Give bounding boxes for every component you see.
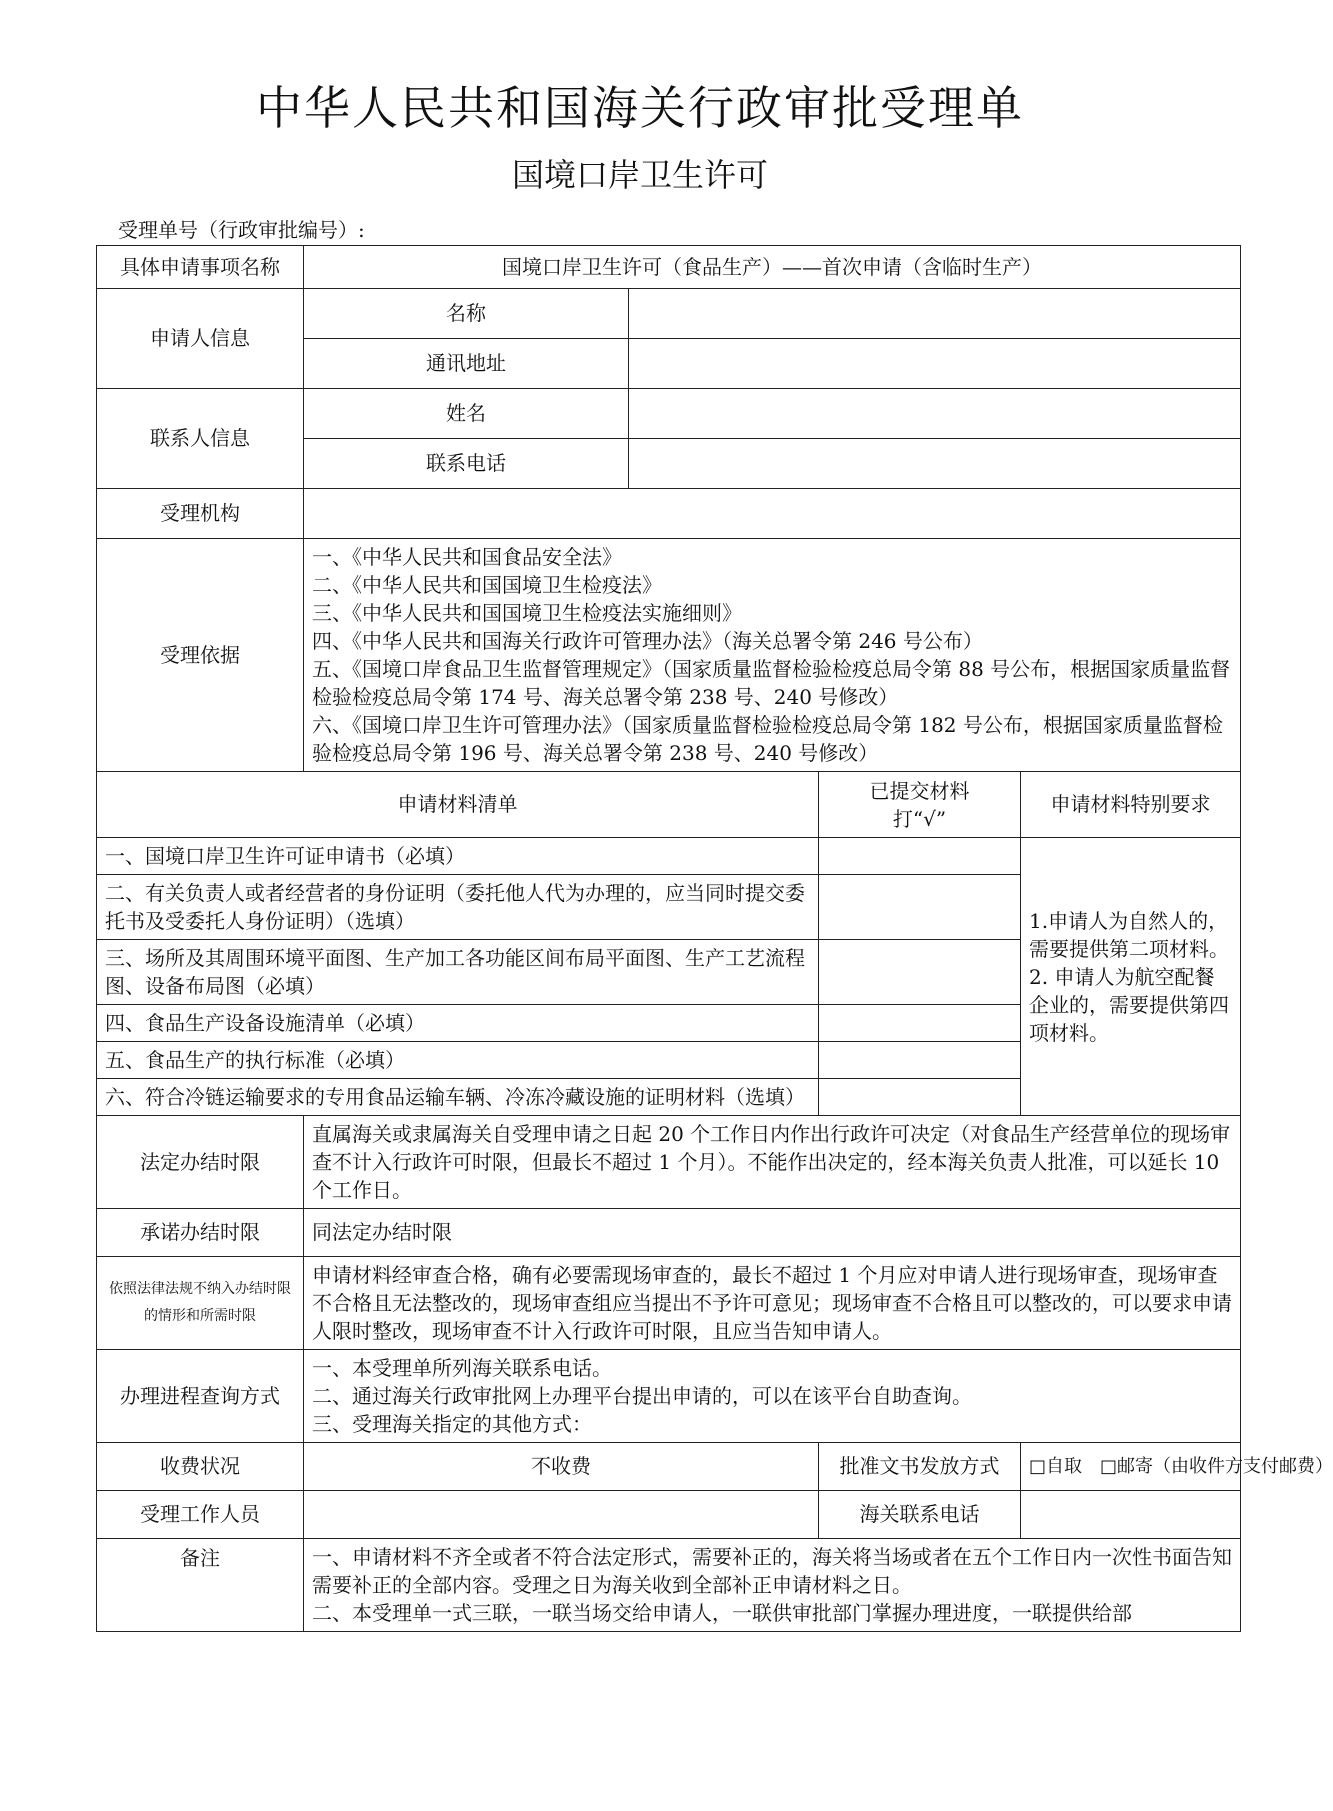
basis-item: 四、《中华人民共和国海关行政许可管理办法》（海关总署令第 246 号公布）	[312, 629, 983, 653]
agency-field[interactable]	[304, 489, 1241, 539]
basis-list	[304, 539, 1241, 772]
basis-item: 六、《国境口岸卫生许可管理办法》（国家质量监督检验检疫总局令第 182 号公布，根据国家质量监督检验检疫总局令第 196 号、海关总署令第 238 号、240 号修改）	[312, 713, 1223, 765]
material-item: 六、符合冷链运输要求的专用食品运输车辆、冷冻冷藏设施的证明材料（选填）	[97, 1079, 819, 1116]
contact-phone-field[interactable]	[629, 439, 1241, 489]
material-checkbox[interactable]	[819, 838, 1021, 875]
material-checkbox[interactable]	[819, 940, 1021, 1005]
material-item: 五、食品生产的执行标准（必填）	[97, 1042, 819, 1079]
promise-limit-value: 同法定办结时限	[304, 1209, 1241, 1257]
special-requirement-2: 2. 申请人为航空配餐企业的，需要提供第四项材料。	[1029, 964, 1229, 1045]
submitted-header-line1: 已提交材料	[869, 778, 970, 803]
staff-field[interactable]	[304, 1491, 819, 1539]
fee-label: 收费状况	[97, 1443, 304, 1491]
contact-label: 联系人信息	[97, 389, 304, 489]
legal-limit-value: 直属海关或隶属海关自受理申请之日起 20 个工作日内作出行政许可决定（对食品生产经营单位的现场审查不计入行政许可时限，但最长不超过 1 个月）。不能作出决定的，经本海关负责人批准，可以延长 10 个工作日。	[304, 1116, 1241, 1209]
customs-phone-label: 海关联系电话	[819, 1491, 1021, 1539]
progress-item: 二、通过海关行政审批网上办理平台提出申请的，可以在该平台自助查询。	[312, 1384, 972, 1408]
progress-item: 三、受理海关指定的其他方式：	[312, 1412, 592, 1436]
basis-item: 三、《中华人民共和国国境卫生检疫法实施细则》	[312, 601, 742, 625]
fee-value: 不收费	[304, 1443, 819, 1491]
submitted-header-line2: 打“√”	[892, 806, 947, 831]
staff-label: 受理工作人员	[97, 1491, 304, 1539]
promise-limit-label: 承诺办结时限	[97, 1209, 304, 1257]
remarks-list	[304, 1539, 1241, 1632]
excluded-label: 依照法律法规不纳入办结时限的情形和所需时限	[97, 1257, 304, 1350]
basis-item: 五、《国境口岸食品卫生监督管理规定》（国家质量监督检验检疫总局令第 88 号公布，根据国家质量监督检验检疫总局令第 174 号、海关总署令第 238 号、240 号修改）	[312, 657, 1231, 709]
basis-item: 一、《中华人民共和国食品安全法》	[312, 545, 622, 569]
applicant-label: 申请人信息	[97, 289, 304, 389]
progress-item: 一、本受理单所列海关联系电话。	[312, 1356, 612, 1380]
material-item: 二、有关负责人或者经营者的身份证明（委托他人代为办理的，应当同时提交委托书及受委托人身份证明）（选填）	[97, 875, 819, 940]
agency-label: 受理机构	[97, 489, 304, 539]
form-number-label: 受理单号（行政审批编号）:	[118, 218, 365, 242]
material-checkbox[interactable]	[819, 1079, 1021, 1116]
material-item: 一、国境口岸卫生许可证申请书（必填）	[97, 838, 819, 875]
legal-limit-label: 法定办结时限	[97, 1116, 304, 1209]
excluded-value: 申请材料经审查合格，确有必要需现场审查的，最长不超过 1 个月应对申请人进行现场审查，现场审查不合格且无法整改的，现场审查组应当提出不予许可意见；现场审查不合格且可以整改的，可以要求申请人限时整改，现场审查不计入行政许可时限，且应当告知申请人。	[304, 1257, 1241, 1350]
contact-name-field[interactable]	[629, 389, 1241, 439]
material-item: 四、食品生产设备设施清单（必填）	[97, 1005, 819, 1042]
delivery-options[interactable]: □自取 □邮寄（由收件方支付邮费）	[1021, 1443, 1241, 1491]
basis-item: 二、《中华人民共和国国境卫生检疫法》	[312, 573, 662, 597]
material-item: 三、场所及其周围环境平面图、生产加工各功能区间布局平面图、生产工艺流程图、设备布局图（必填）	[97, 940, 819, 1005]
applicant-address-label: 通讯地址	[304, 339, 629, 389]
delivery-label: 批准文书发放方式	[819, 1443, 1021, 1491]
remarks-label: 备注	[97, 1539, 304, 1632]
applicant-name-field[interactable]	[629, 289, 1241, 339]
materials-header-special: 申请材料特别要求	[1021, 772, 1241, 838]
material-checkbox[interactable]	[819, 875, 1021, 940]
progress-label: 办理进程查询方式	[97, 1350, 304, 1443]
page-title: 中华人民共和国海关行政审批受理单	[256, 81, 1024, 135]
item-label: 具体申请事项名称	[97, 246, 304, 289]
materials-special-requirements	[1021, 838, 1241, 1116]
materials-header-list: 申请材料清单	[97, 772, 819, 838]
applicant-name-label: 名称	[304, 289, 629, 339]
contact-phone-label: 联系电话	[304, 439, 629, 489]
application-table	[96, 245, 1333, 1632]
applicant-address-field[interactable]	[629, 339, 1241, 389]
item-value: 国境口岸卫生许可（食品生产）——首次申请（含临时生产）	[304, 246, 1241, 289]
basis-label: 受理依据	[97, 539, 304, 772]
material-checkbox[interactable]	[819, 1005, 1021, 1042]
material-checkbox[interactable]	[819, 1042, 1021, 1079]
contact-name-label: 姓名	[304, 389, 629, 439]
materials-header-submitted	[819, 772, 1021, 838]
remarks-item: 一、申请材料不齐全或者不符合法定形式，需要补正的，海关将当场或者在五个工作日内一次性书面告知需要补正的全部内容。受理之日为海关收到全部补正申请材料之日。	[312, 1545, 1232, 1597]
page-subtitle: 国境口岸卫生许可	[511, 156, 768, 194]
progress-list	[304, 1350, 1241, 1443]
special-requirement-1: 1.申请人为自然人的，需要提供第二项材料。	[1029, 908, 1229, 961]
customs-phone-field[interactable]	[1021, 1491, 1241, 1539]
remarks-item: 二、本受理单一式三联，一联当场交给申请人，一联供审批部门掌握办理进度，一联提供给部	[312, 1601, 1132, 1625]
